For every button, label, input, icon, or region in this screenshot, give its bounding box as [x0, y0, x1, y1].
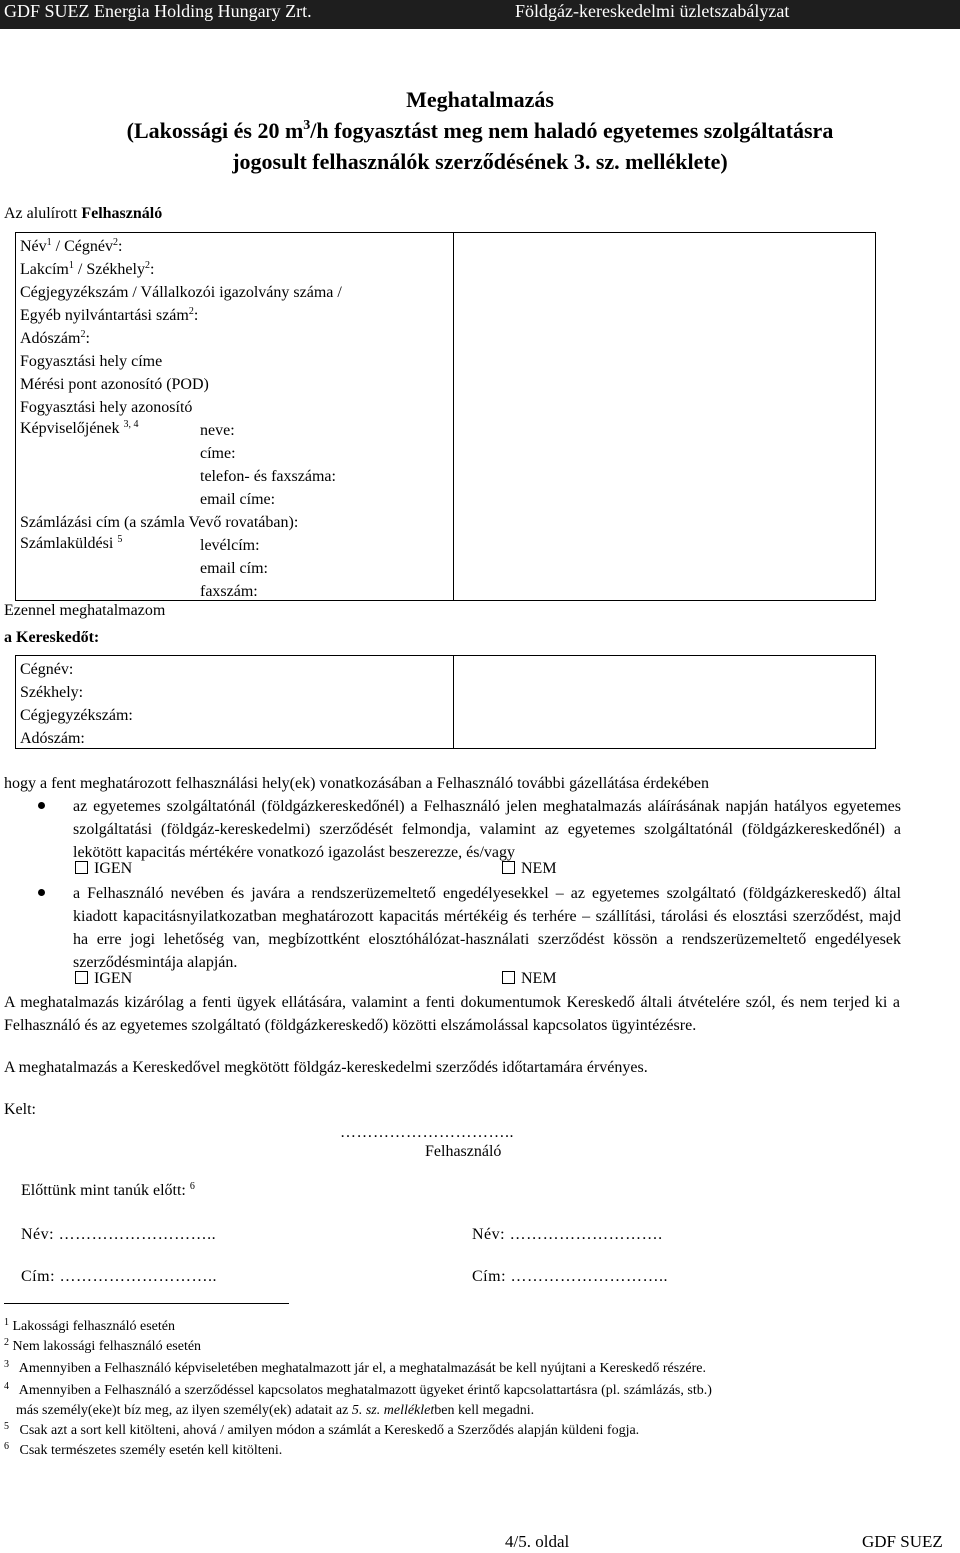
label-rep-name: neve:	[200, 422, 235, 439]
label-billing-letter: levélcím:	[200, 537, 260, 554]
page-header	[0, 0, 960, 29]
footer-brand: GDF SUEZ	[862, 1532, 943, 1551]
intro-text: Az alulírott Felhasználó	[4, 205, 163, 222]
label-trader-regno: Cégjegyzékszám:	[20, 707, 133, 724]
witness-2-address[interactable]: Cím: ………………………..	[472, 1268, 669, 1285]
footnote-separator	[4, 1303, 289, 1304]
label-billing-address: Számlázási cím (a számla Vevő rovatában):	[20, 514, 299, 531]
witness-2-name[interactable]: Név: ……………………….	[472, 1226, 663, 1243]
company-name: GDF SUEZ Energia Holding Hungary Zrt.	[4, 1, 312, 21]
checkbox-square-icon	[75, 971, 88, 984]
label-address: Lakcím$^1$ / Székhely$^2$:	[20, 260, 155, 278]
place-date-label: Kelt:	[4, 1101, 36, 1118]
checkbox-no-2[interactable]: NEM	[502, 970, 557, 988]
label-tax: Adószám$^2$:	[20, 329, 90, 347]
doc-subtitle-1: (Lakossági és 20 $m^3/h$ fogyasztást meg nem haladó egyetemes szolgáltatásra	[126, 118, 834, 143]
bullet-1-text: az egyetemes szolgáltatónál (földgázkereskedőnél) a Felhasználó jelen meghatalmazás aláírásának napján hatályos egyetemes szolgáltatási (földgáz-kereskedelmi) szerződését felmondja, valamint az egyetemes szolgáltatónál (földgázkereskedőnél) a lekötött kapacitás mértékére vonatkozó igazolást beszerezze, és/vagy	[73, 798, 901, 861]
purpose-text: hogy a fent meghatározott felhasználási hely(ek) vonatkozásában a Felhasználó további gázellátása érdekében	[4, 775, 710, 792]
authorize-trader: a Kereskedőt:	[4, 629, 100, 646]
footnote: $^1$ Lakossági felhasználó esetén	[4, 1317, 175, 1334]
signer-label: Felhasználó	[425, 1143, 502, 1160]
footnote: $^3$ Amennyiben a Felhasználó képviseletében meghatalmazott jár el, a meghatalmazását be kell nyújtani a Kereskedő részére.	[4, 1359, 706, 1376]
validity-text: A meghatalmazás a Kereskedővel megkötött földgáz-kereskedelmi szerződés időtartamára érvényes.	[4, 1059, 648, 1076]
doc-subtitle-2: jogosult felhasználók szerződésének 3. sz. melléklete)	[232, 149, 728, 174]
trader-form	[15, 655, 876, 749]
label-trader-seat: Székhely:	[20, 684, 84, 701]
page-number: 4/5. oldal	[505, 1532, 570, 1551]
label-trader-tax: Adószám:	[20, 730, 85, 747]
bullet-2-text: a Felhasználó nevében és javára a rendszerüzemeltető engedélyesekkel – az egyetemes szolgáltató (földgázkereskedő) által kiadott kapacitásnyilatkozatban meghatározott kapacitás mértékéig és terhére – szállítási, tárolási és elosztási szerződést, majd ha erre jogi lehetőség van, megbízottként elosztóhálózat-használati szerződést kössön a rendszerüzemeltető engedélyesek szerződésmintája alapján.	[73, 885, 901, 971]
label-billing-send: Számlaküldési $^5$	[20, 534, 123, 552]
signature-line[interactable]: …………………………..	[340, 1124, 514, 1141]
footnote: $^5$ Csak azt a sort kell kitölteni, ahová / amilyen módon a számlát a Kereskedő a Szerződés alapján küldeni fogja.	[4, 1421, 640, 1438]
footnote: $^2$ Nem lakossági felhasználó esetén	[4, 1337, 202, 1354]
label-regno: Cégjegyzékszám / Vállalkozói igazolvány száma /	[20, 284, 342, 301]
footnote: $^4$ Amennyiben a Felhasználó a szerződéssel kapcsolatos meghatalmazott ügyeket érintő kapcsolattartásra (pl. számlázás, stb.)	[4, 1381, 712, 1398]
witness-1-name[interactable]: Név: ………………………..	[21, 1226, 217, 1243]
label-rep-phone: telefon- és faxszáma:	[200, 468, 336, 485]
checkbox-no-1[interactable]: NEM	[502, 860, 557, 878]
trader-form-labels	[16, 656, 454, 749]
label-site-id: Fogyasztási hely azonosító	[20, 399, 193, 416]
label-rep-email: email címe:	[200, 491, 276, 508]
user-form-labels	[16, 233, 454, 601]
label-billing-email: email cím:	[200, 560, 268, 577]
scope-text: A meghatalmazás kizárólag a fenti ügyek ellátására, valamint a fenti dokumentumok Kereskedő általi átvételére szól, és nem terjed ki a Felhasználó és az egyetemes szolgáltató (földgázkereskedő) közötti elszámolással kapcsolatos ügyintézésre.	[4, 994, 900, 1034]
label-site-address: Fogyasztási hely címe	[20, 353, 163, 370]
witness-1-address[interactable]: Cím: ………………………..	[21, 1268, 218, 1285]
bullet-2	[38, 889, 45, 896]
label-rep: Képviselőjének $^{3, 4}$	[20, 419, 139, 437]
label-regno-2: Egyéb nyilvántartási szám$^2$:	[20, 306, 199, 324]
label-rep-address: címe:	[200, 445, 236, 462]
user-form-values[interactable]	[454, 233, 876, 601]
label-billing-fax: faxszám:	[200, 583, 258, 600]
user-form	[15, 232, 876, 601]
footnote: $^6$ Csak természetes személy esetén kell kitölteni.	[4, 1441, 283, 1458]
checkbox-square-icon	[75, 861, 88, 874]
witnesses-label: Előttünk mint tanúk előtt: $^6$	[21, 1181, 195, 1199]
checkbox-square-icon	[502, 971, 515, 984]
checkbox-yes-2[interactable]: IGEN	[75, 970, 132, 988]
trader-form-values[interactable]	[454, 656, 876, 749]
bullet-1	[38, 802, 45, 809]
authorize-text: Ezennel meghatalmazom	[4, 602, 166, 619]
label-name: Név$^1$ / Cégnév$^2$:	[20, 237, 123, 255]
doc-title: Meghatalmazás	[406, 87, 554, 112]
checkbox-yes-1[interactable]: IGEN	[75, 860, 132, 878]
document-name: Földgáz-kereskedelmi üzletszabályzat	[515, 1, 790, 21]
checkbox-square-icon	[502, 861, 515, 874]
footnote-continuation: más személy(eke)t bíz meg, az ilyen személy(ek) adatait az 5. sz. mellékletben kell megadni.	[16, 1403, 535, 1418]
label-trader-name: Cégnév:	[20, 661, 74, 678]
label-pod: Mérési pont azonosító (POD)	[20, 376, 209, 393]
